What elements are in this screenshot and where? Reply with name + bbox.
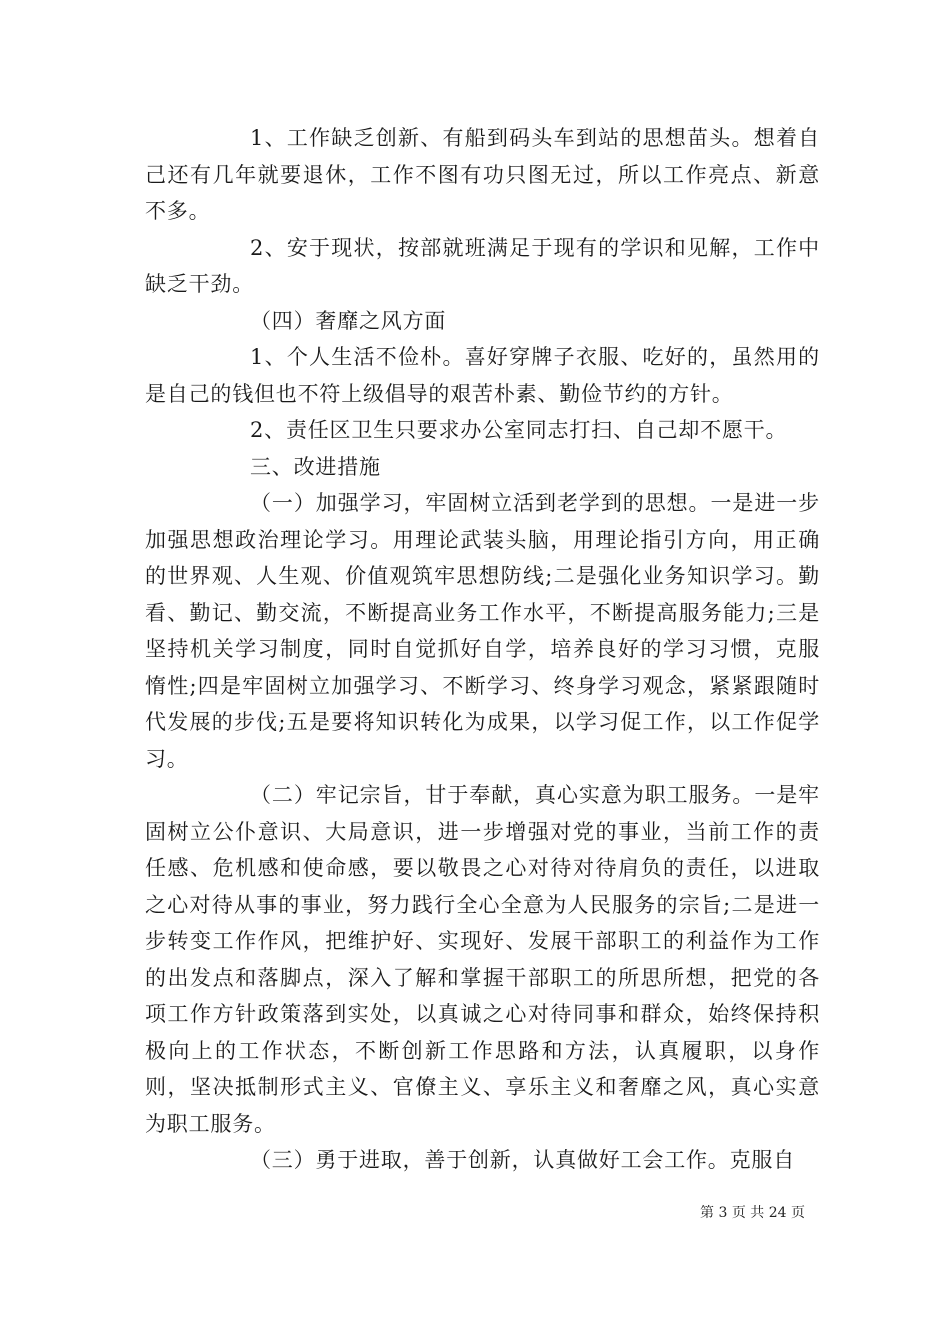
paragraph-4: 2、责任区卫生只要求办公室同志打扫、自己却不愿干。 — [250, 418, 788, 442]
paragraph-3: 1、个人生活不俭朴。喜好穿牌子衣服、吃好的，虽然用的是自己的钱但也不符上级倡导的艰苦朴素、勤俭节约的方针。 — [145, 345, 820, 406]
section-heading-improvement: 三、改进措施 — [250, 454, 381, 479]
paragraph-7: （三）勇于进取，善于创新，认真做好工会工作。克服自 — [250, 1148, 795, 1172]
document-body — [145, 120, 820, 1179]
paragraph-5: （一）加强学习，牢固树立活到老学到的思想。一是进一步加强思想政治理论学习。用理论武装头脑，用理论指引方向，用正确的世界观、人生观、价值观筑牢思想防线;二是强化业务知识学习。勤看、勤记、勤交流，不断提高业务工作水平，不断提高服务能力;三是坚持机关学习制度，同时自觉抓好自学，培养良好的学习习惯，克服惰性;四是牢固树立加强学习、不断学习、终身学习观念，紧紧跟随时代发展的步伐;五是要将知识转化为成果，以学习促工作，以工作促学习。 — [145, 491, 820, 771]
paragraph-2: 2、安于现状，按部就班满足于现有的学识和见解，工作中缺乏干劲。 — [145, 235, 820, 296]
paragraph-1: 1、工作缺乏创新、有船到码头车到站的思想苗头。想着自己还有几年就要退休，工作不图有功只图无过，所以工作亮点、新意不多。 — [145, 126, 820, 223]
section-heading-4: （四）奢靡之风方面 — [250, 308, 447, 333]
paragraph-6: （二）牢记宗旨，甘于奉献，真心实意为职工服务。一是牢固树立公仆意识、大局意识，进一步增强对党的事业，当前工作的责任感、危机感和使命感，要以敬畏之心对待对待肩负的责任，以进取之心对待从事的事业，努力践行全心全意为人民服务的宗旨;二是进一步转变工作作风，把维护好、实现好、发展干部职工的利益作为工作的出发点和落脚点，深入了解和掌握干部职工的所思所想，把党的各项工作方针政策落到实处，以真诚之心对待同事和群众，始终保持积极向上的工作状态，不断创新工作思路和方法，认真履职，以身作则，坚决抵制形式主义、官僚主义、享乐主义和奢靡之风，真心实意为职工服务。 — [145, 783, 820, 1136]
page-number: 第 3 页 共 24 页 — [700, 1205, 805, 1221]
